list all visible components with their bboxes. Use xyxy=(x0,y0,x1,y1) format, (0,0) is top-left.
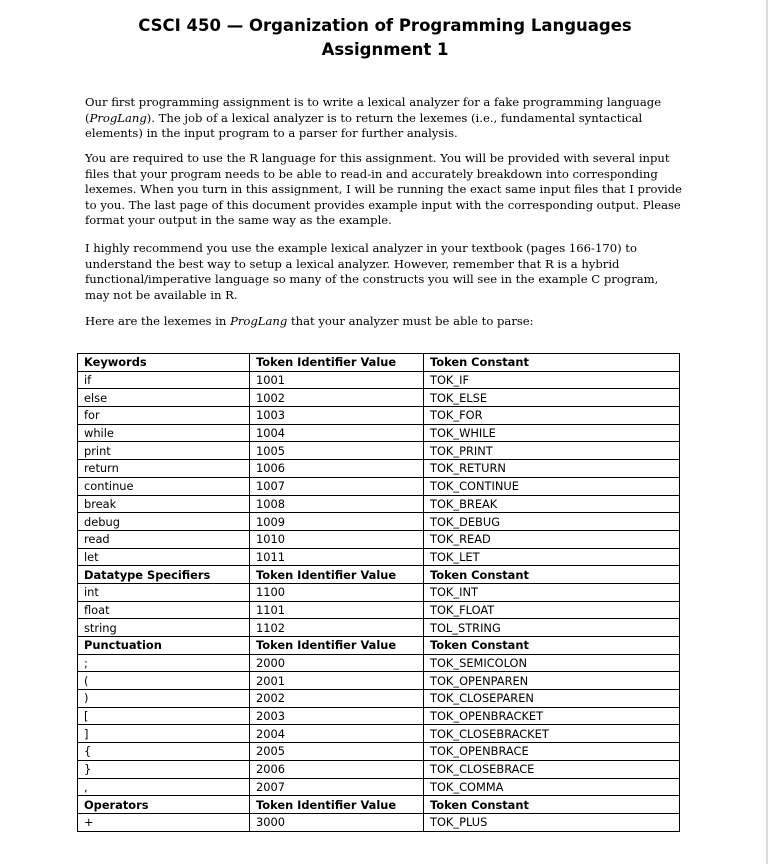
title-line-1: CSCI 450 — Organization of Programming Languages xyxy=(138,16,632,35)
paragraph-requirements-text: You are required to use the R language for this assignment. You will be provided with several input files that your program needs to be able to read-in and accurately breakdown into corresponding lexemes. When you turn in this assignment, I will be running the exact same input files that I provide to you. The last page of this document provides example input with the corresponding output. Please format your output in the same way as the example. xyxy=(85,151,683,228)
token-id-cell: 1005 xyxy=(250,442,424,460)
paragraph-lexemes-text-a: Here are the lexemes in xyxy=(85,314,231,328)
table-header-cell: Token Constant xyxy=(424,354,680,372)
token-id-cell: 1004 xyxy=(250,424,424,442)
table-row xyxy=(78,743,680,761)
token-id-cell: 2005 xyxy=(250,743,424,761)
table-row xyxy=(78,371,680,389)
language-name: ProgLang xyxy=(230,314,288,328)
paragraph-lexemes-intro xyxy=(85,314,685,330)
lexeme-cell: + xyxy=(78,813,250,831)
token-constant-cell: TOK_FOR xyxy=(424,407,680,425)
lexeme-cell: int xyxy=(78,583,250,601)
lexeme-cell: let xyxy=(78,548,250,566)
page-title xyxy=(0,14,770,62)
token-constant-cell: TOK_COMMA xyxy=(424,778,680,796)
token-constant-cell: TOK_LET xyxy=(424,548,680,566)
table-row xyxy=(78,672,680,690)
token-id-cell: 1011 xyxy=(250,548,424,566)
lexeme-cell: float xyxy=(78,601,250,619)
paragraph-intro xyxy=(85,95,685,142)
table-row xyxy=(78,442,680,460)
lexeme-table xyxy=(77,353,680,832)
lexeme-cell: break xyxy=(78,495,250,513)
token-id-cell: 1007 xyxy=(250,477,424,495)
table-row xyxy=(78,583,680,601)
paragraph-requirements xyxy=(85,151,685,229)
paragraph-recommendation xyxy=(85,241,685,303)
token-id-cell: 1009 xyxy=(250,513,424,531)
token-constant-cell: TOK_SEMICOLON xyxy=(424,654,680,672)
page-edge-divider xyxy=(766,0,768,864)
lexeme-cell: for xyxy=(78,407,250,425)
token-id-cell: 1003 xyxy=(250,407,424,425)
token-constant-cell: TOK_CLOSEBRACKET xyxy=(424,725,680,743)
lexeme-cell: else xyxy=(78,389,250,407)
lexeme-cell: { xyxy=(78,743,250,761)
lexeme-table-body xyxy=(78,354,680,832)
lexeme-cell: string xyxy=(78,619,250,637)
lexeme-cell: if xyxy=(78,371,250,389)
paragraph-lexemes-text-b: that your analyzer must be able to parse: xyxy=(287,314,534,328)
table-row xyxy=(78,760,680,778)
lexeme-cell: ] xyxy=(78,725,250,743)
table-section-header xyxy=(78,566,680,584)
table-header-cell: Token Identifier Value xyxy=(250,354,424,372)
table-row xyxy=(78,619,680,637)
token-constant-cell: TOK_PRINT xyxy=(424,442,680,460)
token-id-cell: 3000 xyxy=(250,813,424,831)
table-header-cell: Token Constant xyxy=(424,796,680,814)
title-line-2: Assignment 1 xyxy=(321,40,449,59)
token-constant-cell: TOK_FLOAT xyxy=(424,601,680,619)
token-id-cell: 1001 xyxy=(250,371,424,389)
token-constant-cell: TOK_OPENBRACE xyxy=(424,743,680,761)
token-constant-cell: TOL_STRING xyxy=(424,619,680,637)
lexeme-cell: ( xyxy=(78,672,250,690)
table-row xyxy=(78,813,680,831)
table-row xyxy=(78,407,680,425)
lexeme-cell: ; xyxy=(78,654,250,672)
lexeme-cell: } xyxy=(78,760,250,778)
token-id-cell: 2002 xyxy=(250,690,424,708)
table-row xyxy=(78,725,680,743)
table-row xyxy=(78,389,680,407)
token-id-cell: 1102 xyxy=(250,619,424,637)
table-row xyxy=(78,601,680,619)
token-id-cell: 2000 xyxy=(250,654,424,672)
table-header-cell: Keywords xyxy=(78,354,250,372)
lexeme-cell: continue xyxy=(78,477,250,495)
token-constant-cell: TOK_INT xyxy=(424,583,680,601)
lexeme-cell: read xyxy=(78,530,250,548)
token-id-cell: 2006 xyxy=(250,760,424,778)
token-id-cell: 1006 xyxy=(250,460,424,478)
table-row xyxy=(78,495,680,513)
token-constant-cell: TOK_CLOSEBRACE xyxy=(424,760,680,778)
table-row xyxy=(78,654,680,672)
token-id-cell: 1010 xyxy=(250,530,424,548)
token-id-cell: 1008 xyxy=(250,495,424,513)
table-header-cell: Token Constant xyxy=(424,637,680,655)
token-constant-cell: TOK_WHILE xyxy=(424,424,680,442)
paragraph-intro-text-a: Our first programming assignment is to write a lexical analyzer for a fake programming language ( xyxy=(85,95,662,125)
paragraph-intro-text-b: ). The job of a lexical analyzer is to return the lexemes (i.e., fundamental syntactical elements) in the input program to a parser for further analysis. xyxy=(85,110,643,141)
table-header-cell: Token Identifier Value xyxy=(250,796,424,814)
token-id-cell: 2004 xyxy=(250,725,424,743)
token-id-cell: 1101 xyxy=(250,601,424,619)
token-id-cell: 2001 xyxy=(250,672,424,690)
lexeme-cell: print xyxy=(78,442,250,460)
table-row xyxy=(78,460,680,478)
token-constant-cell: TOK_OPENBRACKET xyxy=(424,707,680,725)
token-constant-cell: TOK_CONTINUE xyxy=(424,477,680,495)
table-section-header xyxy=(78,354,680,372)
table-row xyxy=(78,690,680,708)
token-id-cell: 2007 xyxy=(250,778,424,796)
table-row xyxy=(78,513,680,531)
token-id-cell: 1100 xyxy=(250,583,424,601)
token-constant-cell: TOK_RETURN xyxy=(424,460,680,478)
token-constant-cell: TOK_DEBUG xyxy=(424,513,680,531)
token-constant-cell: TOK_ELSE xyxy=(424,389,680,407)
table-row xyxy=(78,778,680,796)
table-row xyxy=(78,548,680,566)
lexeme-cell: [ xyxy=(78,707,250,725)
table-header-cell: Token Constant xyxy=(424,566,680,584)
token-constant-cell: TOK_OPENPAREN xyxy=(424,672,680,690)
lexeme-cell: ) xyxy=(78,690,250,708)
token-id-cell: 1002 xyxy=(250,389,424,407)
lexeme-cell: return xyxy=(78,460,250,478)
language-name: ProgLang xyxy=(89,110,147,125)
table-header-cell: Token Identifier Value xyxy=(250,637,424,655)
table-header-cell: Operators xyxy=(78,796,250,814)
table-header-cell: Token Identifier Value xyxy=(250,566,424,584)
token-id-cell: 2003 xyxy=(250,707,424,725)
lexeme-cell: debug xyxy=(78,513,250,531)
lexeme-cell: while xyxy=(78,424,250,442)
table-section-header xyxy=(78,637,680,655)
table-header-cell: Punctuation xyxy=(78,637,250,655)
table-header-cell: Datatype Specifiers xyxy=(78,566,250,584)
table-row xyxy=(78,707,680,725)
token-constant-cell: TOK_CLOSEPAREN xyxy=(424,690,680,708)
token-constant-cell: TOK_READ xyxy=(424,530,680,548)
table-section-header xyxy=(78,796,680,814)
lexeme-cell: , xyxy=(78,778,250,796)
paragraph-recommendation-text: I highly recommend you use the example lexical analyzer in your textbook (pages 166-170) to understand the best way to setup a lexical analyzer. However, remember that R is a hybrid functional/imperative language so many of the constructs you will see in the example C program, may not be available in R. xyxy=(85,241,659,302)
token-constant-cell: TOK_PLUS xyxy=(424,813,680,831)
table-row xyxy=(78,477,680,495)
token-constant-cell: TOK_BREAK xyxy=(424,495,680,513)
token-constant-cell: TOK_IF xyxy=(424,371,680,389)
table-row xyxy=(78,530,680,548)
table-row xyxy=(78,424,680,442)
